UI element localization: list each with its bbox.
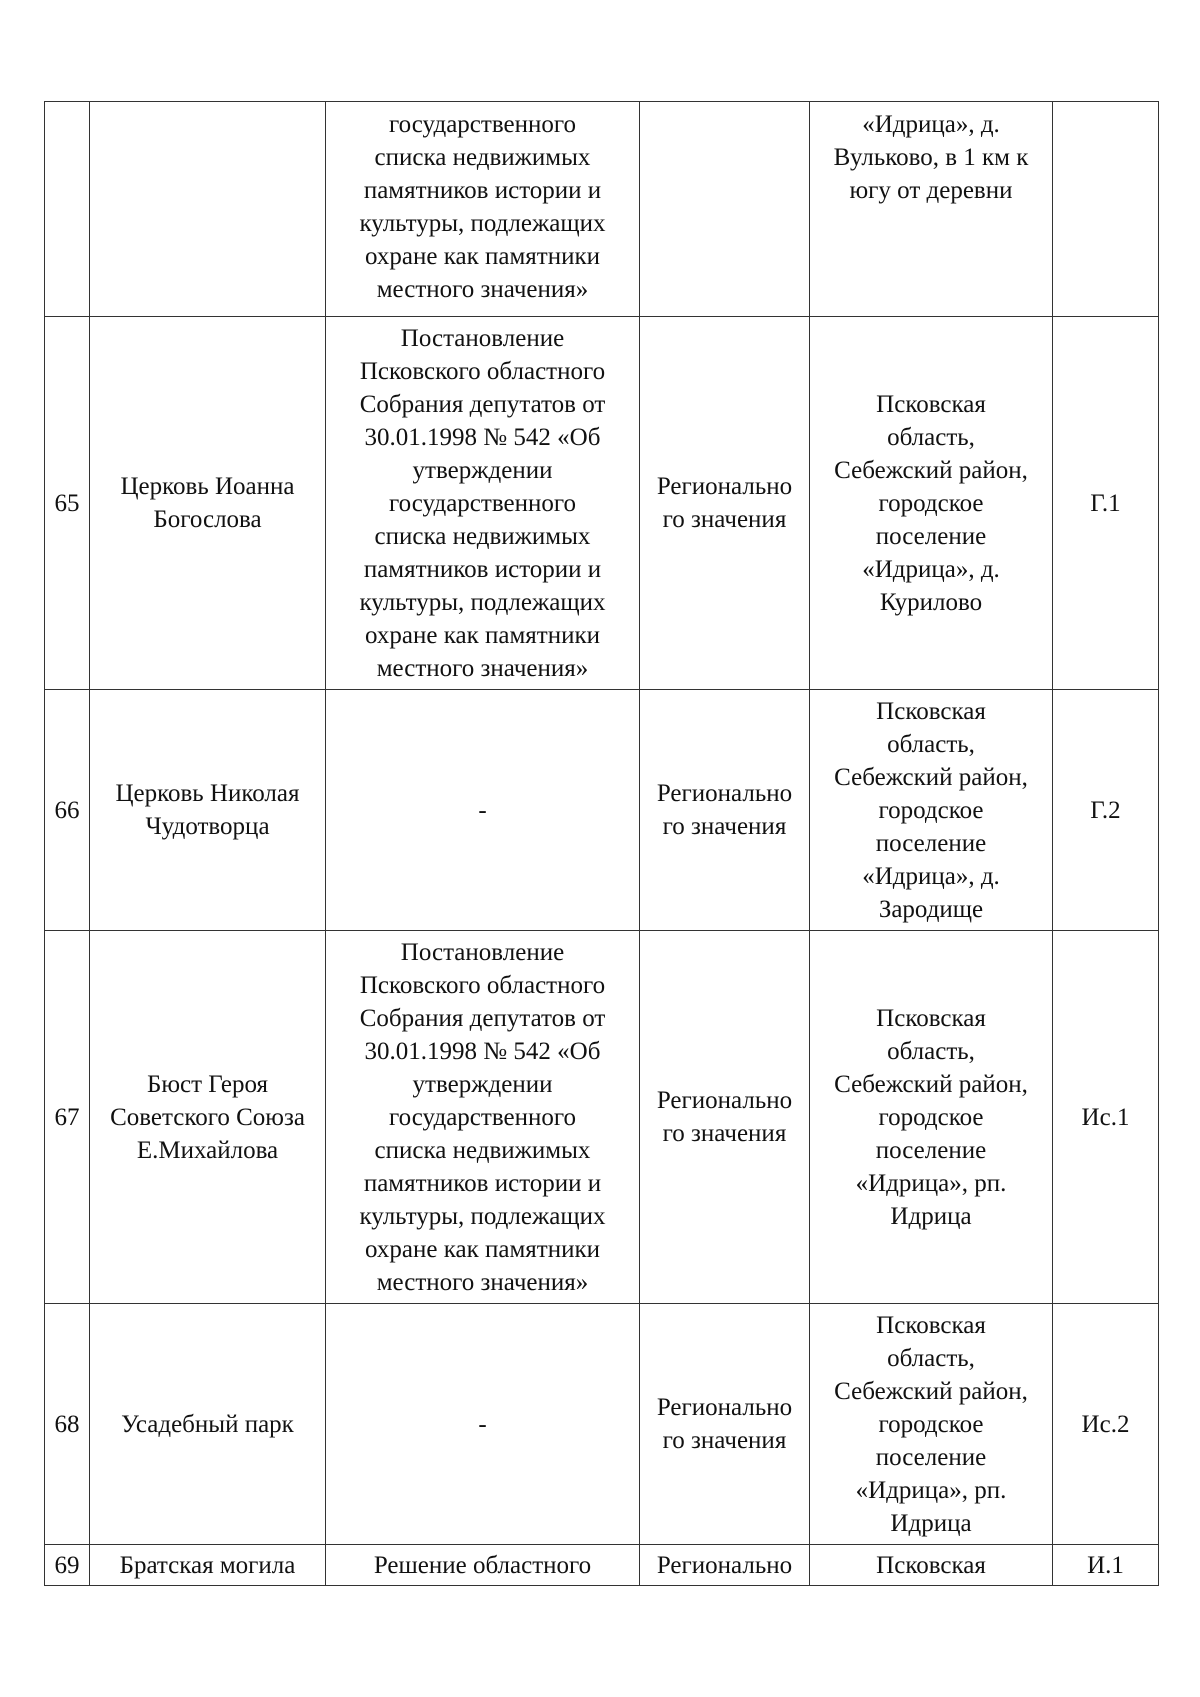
object-location: Псковская область, Себежский район, городское поселение «Идрица», д. Курилово [810,317,1053,690]
table-row [45,931,1159,1304]
object-code: Ис.1 [1053,931,1159,1304]
protection-document: государственного списка недвижимых памятников истории и культуры, подлежащих охране как памятники местного значения» [326,102,640,317]
object-name: Братская могила [90,1545,326,1586]
protection-document: - [326,690,640,931]
significance-category: Регионально го значения [640,1304,810,1545]
object-code: И.1 [1053,1545,1159,1586]
heritage-objects-table [44,101,1159,1586]
object-location: Псковская область, Себежский район, городское поселение «Идрица», д. Зародище [810,690,1053,931]
object-location: Псковская [810,1545,1053,1586]
object-code: Г.2 [1053,690,1159,931]
protection-document: - [326,1304,640,1545]
significance-category: Регионально го значения [640,317,810,690]
table-row [45,1304,1159,1545]
row-number: 65 [45,317,90,690]
table-row [45,317,1159,690]
significance-category: Регионально [640,1545,810,1586]
row-number [45,102,90,317]
object-name: Церковь Николая Чудотворца [90,690,326,931]
object-location: Псковская область, Себежский район, городское поселение «Идрица», рп. Идрица [810,931,1053,1304]
protection-document: Постановление Псковского областного Собрания депутатов от 30.01.1998 № 542 «Об утверждении государственного списка недвижимых памятников истории и культуры, подлежащих охране как памятники местного значения» [326,931,640,1304]
row-number: 66 [45,690,90,931]
row-number: 69 [45,1545,90,1586]
object-code [1053,102,1159,317]
object-location: «Идрица», д. Вульково, в 1 км к югу от деревни [810,102,1053,317]
object-location: Псковская область, Себежский район, городское поселение «Идрица», рп. Идрица [810,1304,1053,1545]
row-number: 68 [45,1304,90,1545]
significance-category: Регионально го значения [640,690,810,931]
protection-document: Постановление Псковского областного Собрания депутатов от 30.01.1998 № 542 «Об утверждении государственного списка недвижимых памятников истории и культуры, подлежащих охране как памятники местного значения» [326,317,640,690]
object-code: Ис.2 [1053,1304,1159,1545]
object-code: Г.1 [1053,317,1159,690]
significance-category: Регионально го значения [640,931,810,1304]
table-row [45,690,1159,931]
table-row [45,102,1159,317]
object-name: Бюст Героя Советского Союза Е.Михайлова [90,931,326,1304]
row-number: 67 [45,931,90,1304]
table-row [45,1545,1159,1586]
protection-document: Решение областного [326,1545,640,1586]
object-name [90,102,326,317]
object-name: Усадебный парк [90,1304,326,1545]
object-name: Церковь Иоанна Богослова [90,317,326,690]
significance-category [640,102,810,317]
